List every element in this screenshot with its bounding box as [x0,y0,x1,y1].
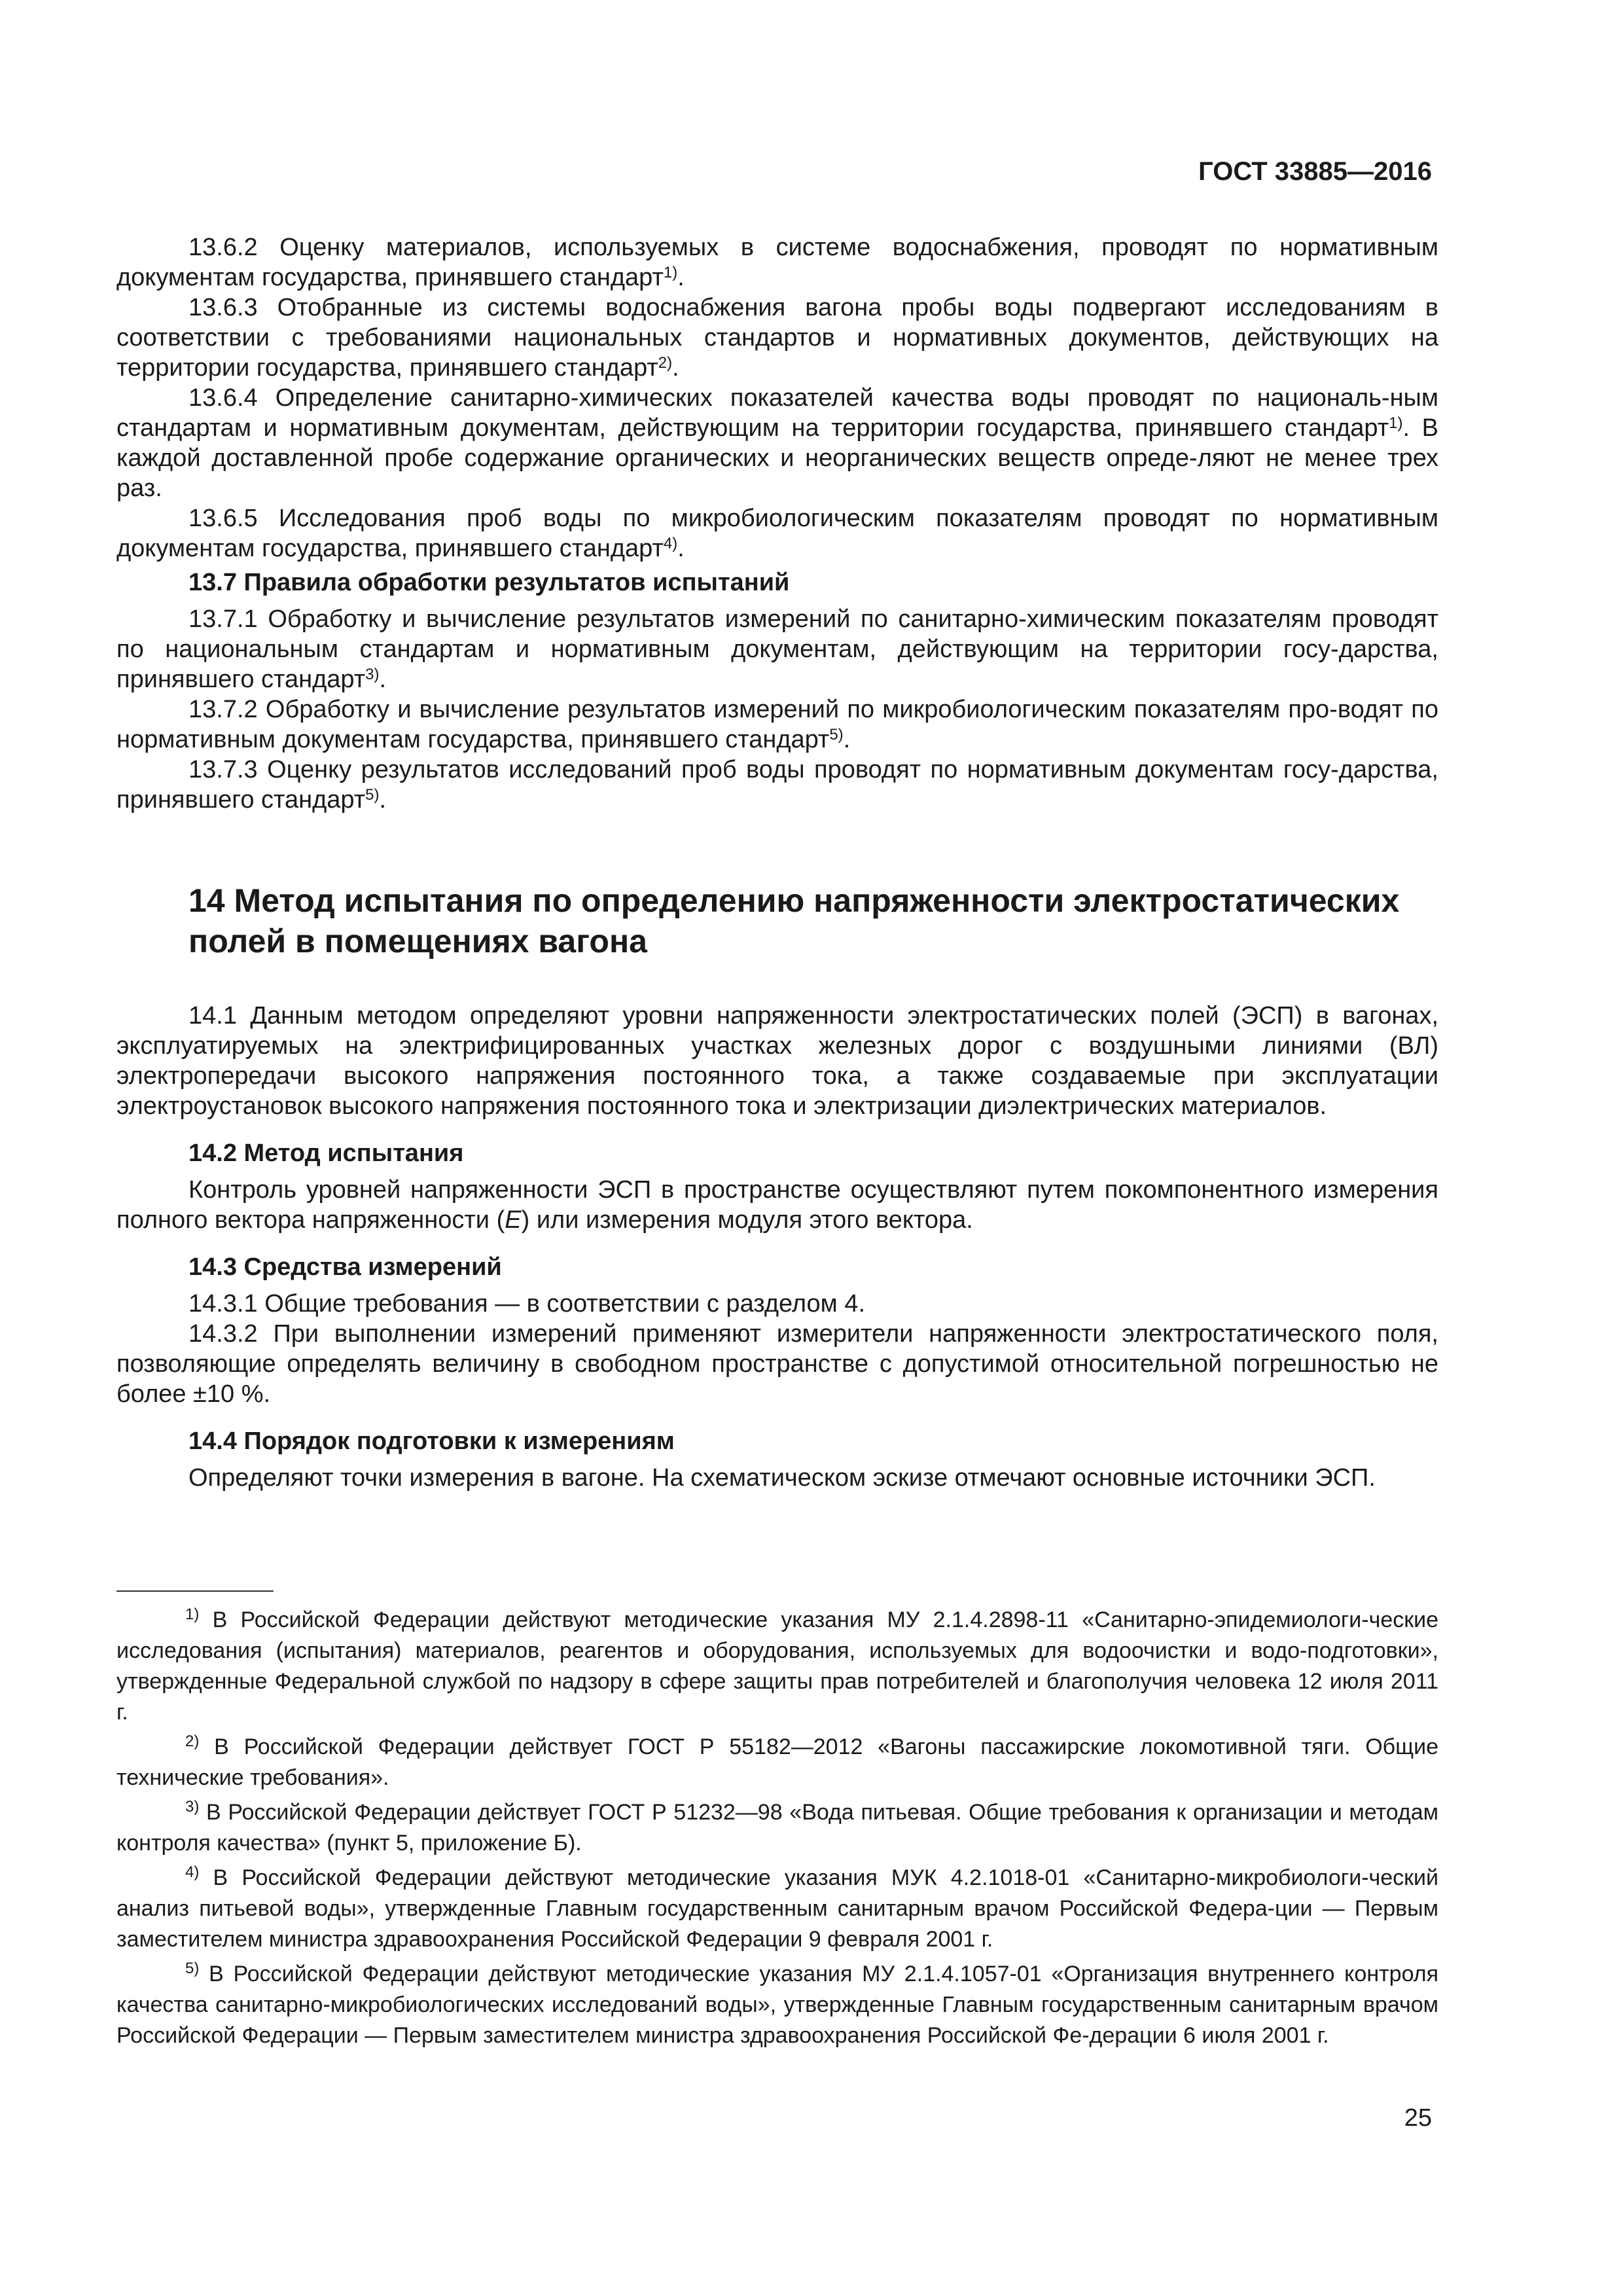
footnote-ref: 4) [663,535,678,552]
paragraph-13-7-2: 13.7.2 Обработку и вычисление результатов измерений по микробиологическим показателям про-водят по нормативным документам государства, принявшего стандарт$^{5)}$. [116,696,1438,753]
footnote-4: $^{4)}$ В Российской Федерации действуют методические указания МУК 4.2.1018-01 «Санитарно-микробиологи-ческий анализ питьевой воды», утвержденные Главным государственным санитарным врачом Российской Федера-ции — Первым заместителем министра здравоохранения Российской Федерации 9 февраля 2001 г. [116,1863,1439,1952]
footnote-3: $^{3)}$ В Российской Федерации действует ГОСТ Р 51232—98 «Вода питьевая. Общие требования к организации и методам контроля качества» (пункт 5, приложение Б). [116,1798,1438,1856]
paragraph-14-3-2: 14.3.2 При выполнении измерений применяют измерители напряженности электростатического поля, позволяющие определять величину в свободном пространстве с допустимой относительной погрешностью не более ±10 %. [116,1320,1438,1408]
footnote-ref: 1) [663,264,678,281]
subheading-14-3: 14.3 Средства измерений [188,1253,502,1281]
footnote-mark: 4) [185,1863,200,1881]
paragraph-13-7-1: 13.7.1 Обработку и вычисление результатов измерений по санитарно-химическим показателям проводят по национальным стандартам и нормативным документам, действующим на территории госу-дарства, принявшего стандарт$^{3)}$. [116,605,1438,693]
paragraph-13-6-2: 13.6.2 Оценку материалов, используемых в системе водоснабжения, проводят по нормативным документам государства, принявшего стандарт$^{1)}$. [116,234,1438,291]
subheading-14-2: 14.2 Метод испытания [188,1139,464,1167]
footnote-mark: 3) [185,1798,200,1816]
footnote-ref: 5) [829,726,844,744]
footnote-ref: 2) [658,354,673,372]
footnote-ref: 5) [365,786,380,804]
footnote-2: $^{2)}$ В Российской Федерации действует ГОСТ Р 55182—2012 «Вагоны пассажирские локомотивной тяги. Общие технические требования». [116,1732,1439,1790]
paragraph-13-6-4: 13.6.4 Определение санитарно-химических показателей качества воды проводят по националь-ным стандартам и нормативным документам, действующим на территории государства, принявшего стандарт$^{1)}$. В каждой доставленной пробе содержание органических и неорганических веществ опреде-ляют не менее трех раз. [116,384,1438,502]
footnote-ref: 3) [365,666,380,683]
vector-symbol: E [505,1206,522,1234]
subheading-13-7: 13.7 Правила обработки результатов испытаний [188,569,790,596]
paragraph-13-7-3: 13.7.3 Оценку результатов исследований проб воды проводят по нормативным документам госу-дарства, принявшего стандарт$^{5)}$. [116,756,1438,814]
subheading-14-4: 14.4 Порядок подготовки к измерениям [188,1427,675,1455]
paragraph-13-6-5: 13.6.5 Исследования проб воды по микробиологическим показателям проводят по нормативным документам государства, принявшего стандарт$^{4)}$. [116,505,1438,562]
paragraph-14-1: 14.1 Данным методом определяют уровни напряженности электростатических полей (ЭСП) в вагонах, эксплуатируемых на электрифицированных участках железных дорог с воздушными линиями (ВЛ) электропередачи высокого напряжения постоянного тока, а также создаваемые при эксплуатации электроустановок высокого напряжения постоянного тока и электризации диэлектрических материалов. [116,1002,1438,1120]
footnote-separator [116,1590,274,1592]
paragraph-13-6-3: 13.6.3 Отобранные из системы водоснабжения вагона пробы воды подвергают исследованиям в соответствии с требованиями национальных стандартов и нормативных документов, действующих на территории государства, принявшего стандарт$^{2)}$. [116,294,1438,382]
footnote-mark: 1) [185,1605,200,1623]
footnote-mark: 2) [185,1732,200,1750]
paragraph-14-2-body: Контроль уровней напряженности ЭСП в пространстве осуществляют путем покомпонентного измерения полного вектора напряженности (E) или измерения модуля этого вектора. [116,1176,1438,1234]
document-header: ГОСТ 33885—2016 [1198,157,1432,186]
page-number: 25 [1404,2104,1432,2132]
paragraph-14-3-1: 14.3.1 Общие требования — в соответствии с разделом 4. [188,1290,866,1318]
footnote-ref: 1) [1389,414,1403,432]
footnote-1: $^{1)}$ В Российской Федерации действуют методические указания МУ 2.1.4.2898-11 «Санитарно-эпидемиологи-ческие исследования (испытания) материалов, реагентов и оборудования, используемых для водоочистки и водо-подготовки», утвержденные Федеральной службой по надзору в сфере защиты прав потребителей и благополучия человека 12 июля 2011 г. [116,1605,1439,1725]
section-heading-14: 14 Метод испытания по определению напряженности электростатических полей в помещениях вагона [188,882,1400,960]
footnote-5: $^{5)}$ В Российской Федерации действуют методические указания МУ 2.1.4.1057-01 «Организация внутреннего контроля качества санитарно-микробиологических исследований воды», утвержденные Главным государственным санитарным врачом Российской Федерации — Первым заместителем министра здравоохранения Российской Фе-дерации 6 июля 2001 г. [116,1960,1438,2048]
paragraph-14-4-body: Определяют точки измерения в вагоне. На схематическом эскизе отмечают основные источники ЭСП. [188,1464,1376,1492]
footnote-mark: 5) [185,1960,200,1977]
main-content [116,232,1438,1493]
footnotes [116,1605,1438,2055]
